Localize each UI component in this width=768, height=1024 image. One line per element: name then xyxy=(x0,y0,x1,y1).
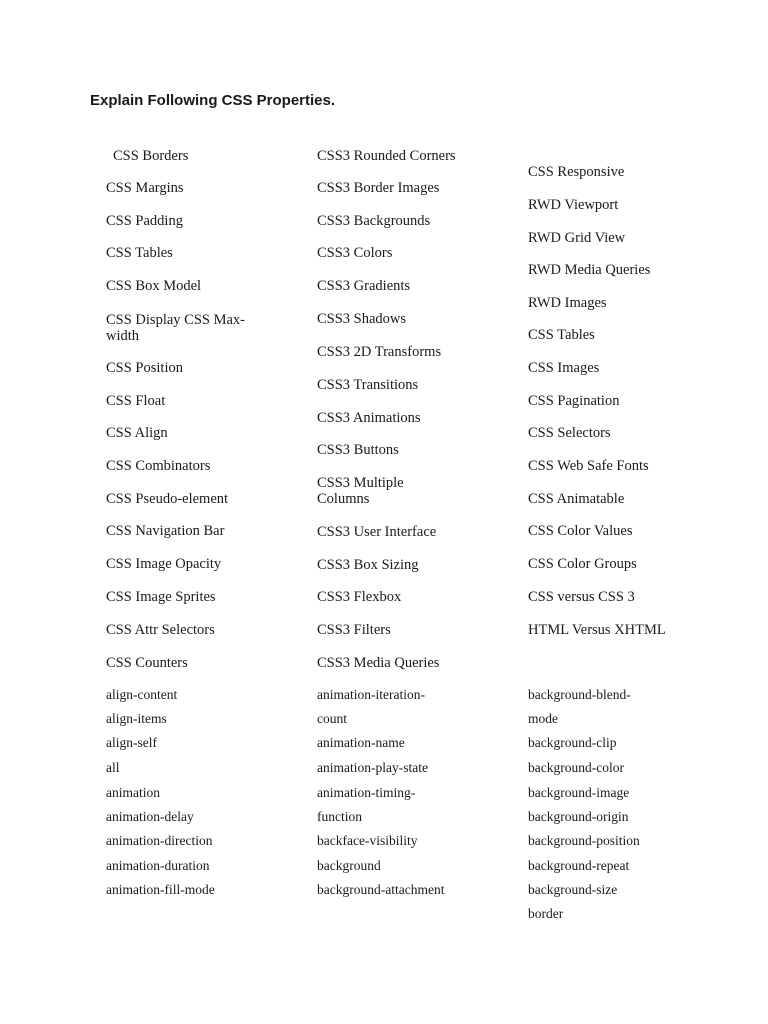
property-item: align-content xyxy=(106,687,178,702)
property-item: count xyxy=(317,711,347,726)
topic-item: HTML Versus XHTML xyxy=(528,622,666,638)
property-item: mode xyxy=(528,711,558,726)
property-item: backface-visibility xyxy=(317,833,418,848)
topic-item: CSS Pseudo-element xyxy=(106,491,229,507)
topic-item: CSS Combinators xyxy=(106,458,211,474)
topic-item: CSS3 Border Images xyxy=(317,180,440,196)
topic-item: CSS3 User Interface xyxy=(317,524,437,540)
property-item: all xyxy=(106,760,120,775)
topic-item: CSS3 Transitions xyxy=(317,377,419,393)
topic-item: CSS Selectors xyxy=(528,425,611,441)
property-item: background-blend- xyxy=(528,687,631,702)
topic-item: RWD Images xyxy=(528,295,607,311)
topic-item: CSS Padding xyxy=(106,213,183,229)
property-item: background-origin xyxy=(528,809,629,824)
topic-item: RWD Grid View xyxy=(528,230,626,246)
topic-item: CSS Image Opacity xyxy=(106,556,222,572)
topic-item: RWD Media Queries xyxy=(528,262,651,278)
topic-item: CSS3 Filters xyxy=(317,622,391,638)
topic-item: CSS3 Colors xyxy=(317,245,393,261)
property-item: animation-delay xyxy=(106,809,194,824)
topic-item: CSS Box Model xyxy=(106,278,202,294)
topic-item: CSS3 Gradients xyxy=(317,278,411,294)
topic-item: CSS Borders xyxy=(113,148,189,164)
property-item: background xyxy=(317,858,381,873)
topic-item: CSS3 Animations xyxy=(317,410,421,426)
topic-item: CSS Animatable xyxy=(528,491,625,507)
property-item: animation xyxy=(106,785,160,800)
topic-item: CSS Display CSS Max-width xyxy=(106,312,245,344)
topic-item: CSS3 Backgrounds xyxy=(317,213,431,229)
property-item: background-size xyxy=(528,882,618,897)
property-item: animation-timing- xyxy=(317,785,416,800)
topic-item: CSS3 Rounded Corners xyxy=(317,148,456,164)
property-item: border xyxy=(528,906,564,921)
topic-item: CSS3 2D Transforms xyxy=(317,344,442,360)
topic-item: CSS Attr Selectors xyxy=(106,622,215,638)
property-item: background-clip xyxy=(528,735,617,750)
topic-item: CSS3 Buttons xyxy=(317,442,399,458)
topic-item: CSS Responsive xyxy=(528,164,625,180)
property-item: function xyxy=(317,809,362,824)
page-heading: Explain Following CSS Properties. xyxy=(90,92,336,109)
property-item: align-self xyxy=(106,735,157,750)
topic-item: CSS Counters xyxy=(106,655,188,671)
property-item: align-items xyxy=(106,711,167,726)
topic-item: RWD Viewport xyxy=(528,197,619,213)
topic-item: CSS Web Safe Fonts xyxy=(528,458,649,474)
topic-item: CSS Margins xyxy=(106,180,184,196)
property-item: background-repeat xyxy=(528,858,630,873)
topic-item: CSS Pagination xyxy=(528,393,620,409)
topic-item: CSS Color Values xyxy=(528,523,633,539)
property-item: background-image xyxy=(528,785,630,800)
topic-item: CSS3 Media Queries xyxy=(317,655,440,671)
topic-item: CSS3 Multiple Columns xyxy=(317,475,404,507)
topic-item: CSS3 Flexbox xyxy=(317,589,402,605)
property-item: animation-play-state xyxy=(317,760,428,775)
topic-item: CSS Float xyxy=(106,393,166,409)
topic-item: CSS Navigation Bar xyxy=(106,523,225,539)
topic-item: CSS Tables xyxy=(528,327,595,343)
property-item: animation-duration xyxy=(106,858,210,873)
topic-item: CSS Color Groups xyxy=(528,556,637,572)
topic-item: CSS Tables xyxy=(106,245,173,261)
property-item: background-position xyxy=(528,833,640,848)
topic-item: CSS Position xyxy=(106,360,183,376)
topic-item: CSS Images xyxy=(528,360,600,376)
topic-item: CSS versus CSS 3 xyxy=(528,589,635,605)
topic-item: CSS3 Shadows xyxy=(317,311,407,327)
topic-item: CSS Image Sprites xyxy=(106,589,216,605)
topic-item: CSS Align xyxy=(106,425,168,441)
property-item: animation-name xyxy=(317,735,405,750)
property-item: animation-direction xyxy=(106,833,213,848)
property-item: animation-fill-mode xyxy=(106,882,215,897)
property-item: animation-iteration- xyxy=(317,687,425,702)
property-item: background-color xyxy=(528,760,624,775)
topic-item: CSS3 Box Sizing xyxy=(317,557,419,573)
property-item: background-attachment xyxy=(317,882,445,897)
